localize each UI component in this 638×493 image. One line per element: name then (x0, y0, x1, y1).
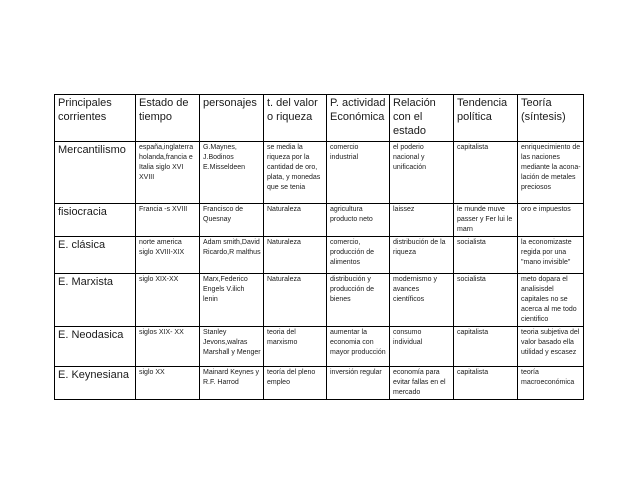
table-row (55, 274, 584, 327)
table-cell: norte america siglo XVIII-XIX (136, 237, 200, 274)
table-row (55, 237, 584, 274)
table-cell: comercio, producción de alimentos (327, 237, 390, 274)
table-cell: Naturaleza (264, 204, 327, 237)
table-cell: socialista (454, 274, 518, 327)
table-cell: teoria subjetiva del valor basado ella utilidad y escasez (518, 327, 584, 367)
table-cell: teoría del pleno empleo (264, 367, 327, 400)
table-cell: agricultura producto neto (327, 204, 390, 237)
table-cell: consumo individual (390, 327, 454, 367)
row-heading: E. Marxista (55, 274, 136, 327)
table-cell: Adam smith,David Ricardo,R malthus (200, 237, 264, 274)
table-cell: siglo XIX-XX (136, 274, 200, 327)
table-row (55, 204, 584, 237)
table-row (55, 367, 584, 400)
header-cell: Relación con el estado (390, 95, 454, 142)
table-cell: Naturaleza (264, 274, 327, 327)
header-cell: Estado de tiempo (136, 95, 200, 142)
table-row (55, 327, 584, 367)
header-cell: P. actividad Económica (327, 95, 390, 142)
header-cell: Teoría (síntesis) (518, 95, 584, 142)
table-cell: modernismo y avances científicos (390, 274, 454, 327)
table-cell: se media la riqueza por la cantidad de oro, plata, y monedas que se tenia (264, 142, 327, 204)
table-cell: capitalista (454, 327, 518, 367)
table-cell: teoria del marxismo (264, 327, 327, 367)
table-cell: siglo XX (136, 367, 200, 400)
table-cell: comercio industrial (327, 142, 390, 204)
header-cell: Principales corrientes (55, 95, 136, 142)
table-cell: enriquecimiento de las naciones mediante la acona- lación de metales preciosos (518, 142, 584, 204)
table-cell: economía para evitar fallas en el mercado (390, 367, 454, 400)
table-cell: Naturaleza (264, 237, 327, 274)
table-cell: aumentar la economia con mayor producción (327, 327, 390, 367)
table-cell: G.Maynes, J.Bodinos E.Misseldeen (200, 142, 264, 204)
table-cell: capitalista (454, 142, 518, 204)
table-cell: oro e impuestos (518, 204, 584, 237)
table-cell: distribución de la riqueza (390, 237, 454, 274)
header-cell: Tendencia política (454, 95, 518, 142)
row-heading: E. Neodasica (55, 327, 136, 367)
table-cell: capitalista (454, 367, 518, 400)
table-cell: el poderio nacional y unificación (390, 142, 454, 204)
economic-schools-table (54, 94, 584, 400)
table-cell: Marx,Federico Engels V.ilich lenin (200, 274, 264, 327)
table-cell: la economizaste regida por una "mano invisible" (518, 237, 584, 274)
row-heading: E. Keynesiana (55, 367, 136, 400)
table-cell: Francia -s XVIII (136, 204, 200, 237)
table-cell: siglos XIX- XX (136, 327, 200, 367)
table-cell: españa,inglaterra holanda,francia e Italia siglo XVI XVIII (136, 142, 200, 204)
table-cell: inversión regular (327, 367, 390, 400)
header-cell: personajes (200, 95, 264, 142)
header-cell: t. del valor o riqueza (264, 95, 327, 142)
table-cell: laissez (390, 204, 454, 237)
table-cell: distribución y producción de bienes (327, 274, 390, 327)
row-heading: Mercantilismo (55, 142, 136, 204)
table-row (55, 142, 584, 204)
header-row (55, 95, 584, 142)
table-cell: le munde muve passer y Fer lui le marn (454, 204, 518, 237)
table-cell: meto dopara el analisisdel capitales no se acerca al me todo cientifico (518, 274, 584, 327)
table-cell: Stanley Jevons,walras Marshall y Menger (200, 327, 264, 367)
row-heading: E. clásica (55, 237, 136, 274)
table-cell: teoría macroeconómica (518, 367, 584, 400)
table-cell: Mainard Keynes y R.F. Harrod (200, 367, 264, 400)
table-cell: socialista (454, 237, 518, 274)
row-heading: fisiocracia (55, 204, 136, 237)
table-cell: Francisco de Quesnay (200, 204, 264, 237)
